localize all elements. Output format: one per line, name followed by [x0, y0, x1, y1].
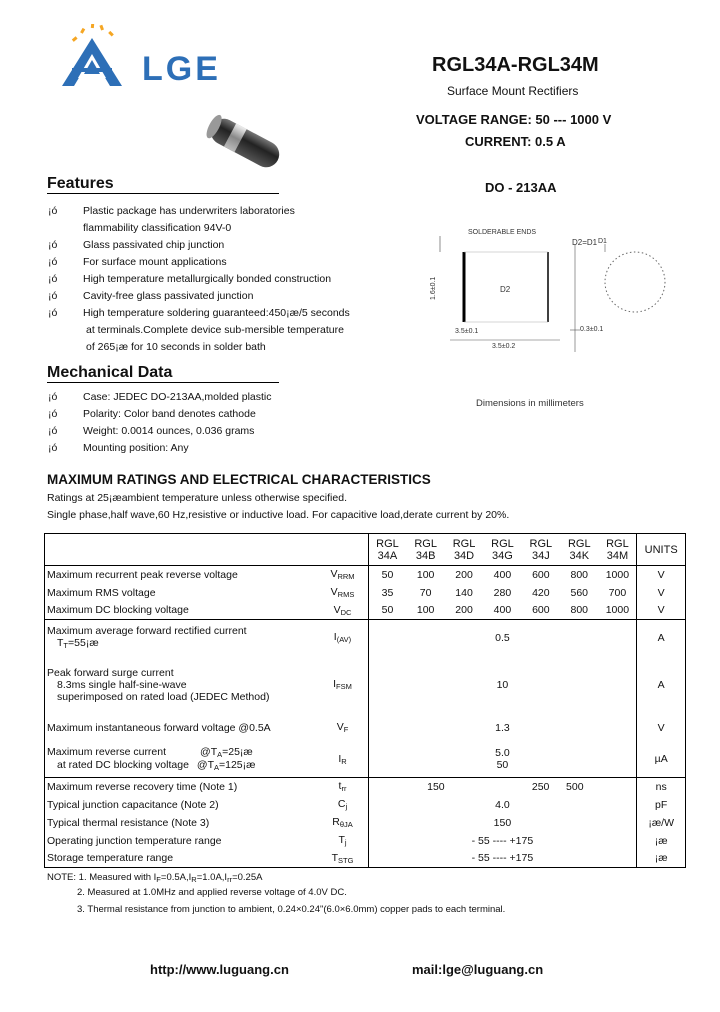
table-row: Maximum reverse recovery time (Note 1) $t_{rr}$ 150 250 500 ns — [45, 778, 686, 796]
dim-c-label: 0.3±0.1 — [580, 326, 604, 333]
dim-d2-d1-label: D2=D1 — [572, 238, 598, 247]
company-logo — [58, 24, 140, 92]
list-item: of 265¡æ for 10 seconds in solder bath — [86, 341, 266, 353]
dim-d2-label: D2 — [500, 285, 511, 294]
current-rating: CURRENT: 0.5 A — [465, 134, 566, 149]
part-subtitle: Surface Mount Rectifiers — [447, 84, 579, 98]
features-heading: Features — [47, 175, 114, 192]
note-3: 3. Thermal resistance from junction to ambient, 0.24×0.24"(6.0×6.0mm) copper pads to each terminal. — [77, 904, 506, 915]
list-item: ¡ó Plastic package has underwriters laboratories — [48, 205, 295, 217]
list-item: ¡ó Glass passivated chip junction — [48, 239, 225, 251]
table-row: Operating junction temperature range $T_j$ - 55 ---- +175 ¡æ — [45, 832, 686, 850]
list-item: ¡ó Polarity: Color band denotes cathode — [48, 408, 256, 420]
table-row: Maximum average forward rectified current $T_T=55¡æ$ $I_{(AV)}$ 0.5 A — [45, 620, 686, 656]
voltage-range: VOLTAGE RANGE: 50 --- 1000 V — [416, 112, 612, 127]
ratings-table — [44, 533, 686, 868]
features-underline — [47, 193, 279, 194]
solderable-ends-label: SOLDERABLE ENDS — [468, 229, 537, 236]
dim-b-label: 3.5±0.2 — [492, 343, 516, 350]
dim-d1-label: D1 — [598, 238, 607, 245]
table-row: Maximum reverse current $@T_A=25¡æ$ at rated DC blocking voltage $@T_A=125¡æ$ $I_R$ 5.0 50 µA — [45, 742, 686, 778]
table-row: Maximum instantaneous forward voltage @0.5A $V_F$ 1.3 V — [45, 714, 686, 742]
table-row: Maximum RMS voltage $V_{RMS}$ 35 70 140 280 420 560 700 V — [45, 584, 686, 602]
ratings-line-1: Ratings at 25¡æambient temperature unless otherwise specified. — [47, 492, 347, 504]
list-item: ¡ó Mounting position: Any — [48, 442, 189, 454]
logo-text: LGE — [142, 50, 221, 88]
diode-package-image — [200, 108, 290, 178]
units-header: UNITS — [637, 534, 686, 566]
table-row: Storage temperature range $T_{STG}$ - 55 ---- +175 ¡æ — [45, 850, 686, 868]
table-row: Typical junction capacitance (Note 2) $C_j$ 4.0 pF — [45, 796, 686, 814]
table-row: Peak forward surge current 8.3ms single half-sine-wave superimposed on rated load (JEDEC Method) $I_{FSM}$ 10 A — [45, 656, 686, 714]
package-name: DO - 213AA — [485, 180, 557, 195]
dimensions-caption: Dimensions in millimeters — [476, 398, 584, 409]
mechanical-heading: Mechanical Data — [47, 364, 173, 381]
ratings-title: MAXIMUM RATINGS AND ELECTRICAL CHARACTERISTICS — [47, 472, 431, 487]
table-row: Maximum recurrent peak reverse voltage $V_{RRM}$ 50 100 200 400 600 800 1000 V — [45, 566, 686, 584]
table-row: Typical thermal resistance (Note 3) $R_{\theta JA}$ 150 ¡æ/W — [45, 814, 686, 832]
note-1: NOTE: 1. Measured with $I_F=0.5A,I_R=1.0A,I_{rr}=0.25A$ — [47, 872, 263, 884]
website-link[interactable]: http://www.luguang.cn — [150, 962, 289, 977]
list-item: ¡ó High temperature metallurgically bonded construction — [48, 273, 332, 285]
dim-a-label: 3.5±0.1 — [455, 328, 479, 335]
list-item: ¡ó High temperature soldering guaranteed:450¡æ/5 seconds — [48, 307, 350, 319]
ratings-line-2: Single phase,half wave,60 Hz,resistive or inductive load. For capacitive load,derate current by 20%. — [47, 509, 510, 521]
table-row: Maximum DC blocking voltage $V_{DC}$ 50 100 200 400 600 800 1000 V — [45, 602, 686, 620]
email-link[interactable]: mail:lge@luguang.cn — [412, 962, 544, 977]
dim-height-label: 1.6±0.1 — [430, 276, 437, 300]
note-2: 2. Measured at 1.0MHz and applied reverse voltage of 4.0V DC. — [77, 887, 347, 898]
list-item: at terminals.Complete device sub-mersible temperature — [86, 324, 344, 336]
list-item: ¡ó Weight: 0.0014 ounces, 0.036 grams — [48, 425, 255, 437]
features-list — [48, 203, 388, 356]
list-item: ¡ó For surface mount applications — [48, 256, 227, 268]
dimension-diagram — [430, 222, 680, 362]
list-item: ¡ó Cavity-free glass passivated junction — [48, 290, 254, 302]
mechanical-list — [48, 389, 388, 457]
table-header-row: RGL 34A RGL 34B RGL 34D RGL 34G RGL 34J RGL 34K RGL 34M UNITS — [45, 534, 686, 566]
list-item: ¡ó Case: JEDEC DO-213AA,molded plastic — [48, 391, 272, 403]
mechanical-underline — [47, 382, 279, 383]
list-item: flammability classification 94V-0 — [83, 222, 232, 234]
part-title: RGL34A-RGL34M — [432, 54, 599, 76]
